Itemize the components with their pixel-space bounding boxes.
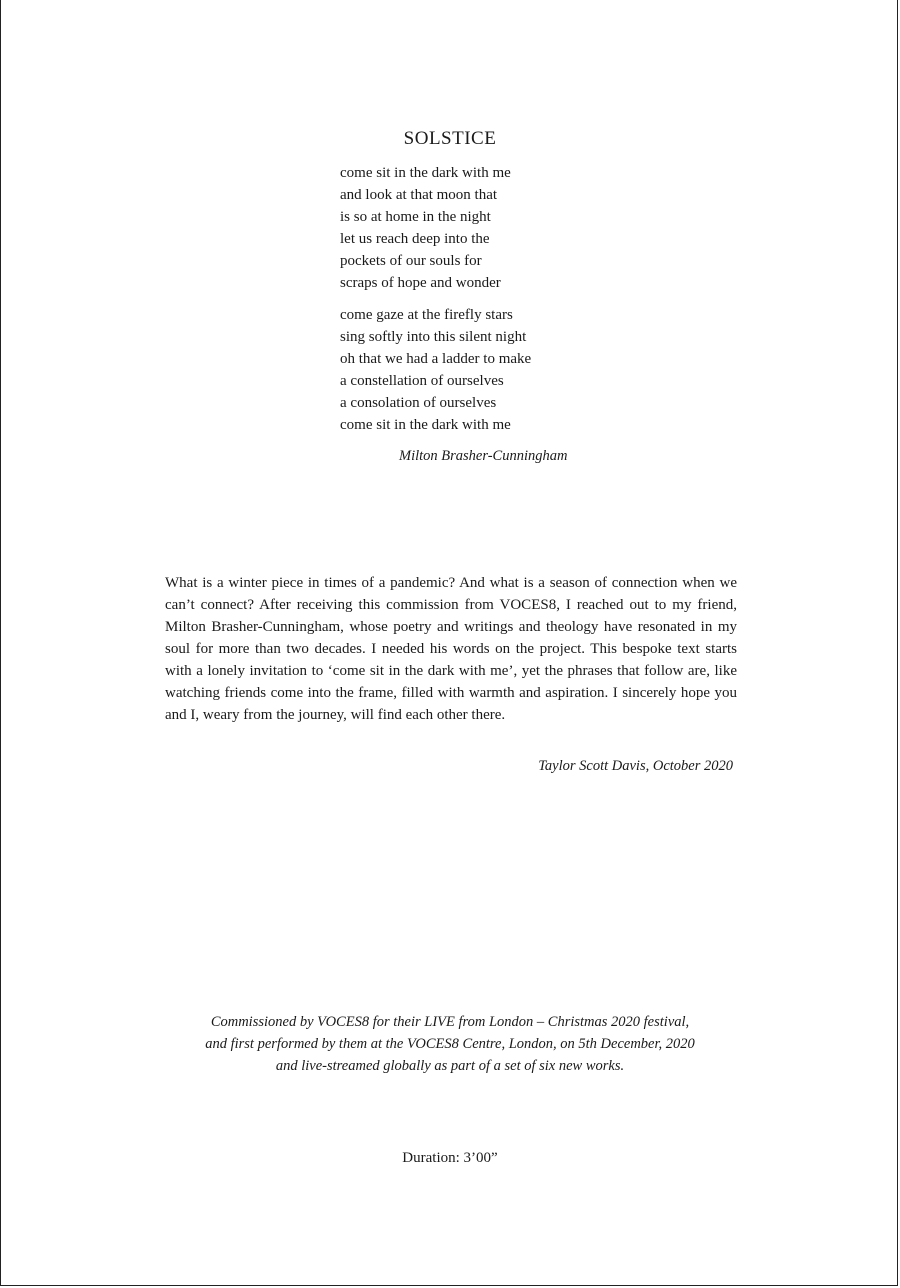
poem-line: and look at that moon that <box>340 187 498 203</box>
poem-title: SOLSTICE <box>403 128 497 149</box>
poem-line: scraps of hope and wonder <box>340 275 501 291</box>
composer-signature: Taylor Scott Davis, October 2020 <box>538 758 733 774</box>
poem-line: oh that we had a ladder to make <box>340 351 532 367</box>
poem-line: let us reach deep into the <box>340 231 490 247</box>
poem-stanza-1 <box>340 162 511 294</box>
commission-note <box>1 1011 899 1077</box>
poem-author: Milton Brasher-Cunningham <box>399 448 568 464</box>
commission-line: Commissioned by VOCES8 for their LIVE from London – Christmas 2020 festival, <box>210 1014 690 1030</box>
poem-stanza-2 <box>340 304 531 436</box>
poem-line: a consolation of ourselves <box>340 395 497 411</box>
duration-text: Duration: 3’00” <box>402 1150 498 1166</box>
poem-line: a constellation of ourselves <box>340 373 504 389</box>
poem-line: pockets of our souls for <box>340 253 482 269</box>
poem-line: is so at home in the night <box>340 209 491 225</box>
poem-line: come sit in the dark with me <box>340 165 511 181</box>
poem-line: come gaze at the firefly stars <box>340 307 513 323</box>
poem-line: come sit in the dark with me <box>340 417 511 433</box>
composer-note: What is a winter piece in times of a pandemic? And what is a season of connection when we can’t connect? After receiving this commission from VOCES8, I reached out to my friend, Milton Brasher-Cunningham, whose poetry and writings and theology have resonated in my soul for more than two decades. I needed his words on the project. This bespoke text starts with a lonely invitation to ‘come sit in the dark with me’, yet the phrases that follow are, like watching friends come into the frame, filled with warmth and aspiration. I sincerely hope you and I, weary from the journey, will find each other there. <box>165 575 737 723</box>
poem-line: sing softly into this silent night <box>340 329 527 345</box>
commission-line: and first performed by them at the VOCES8 Centre, London, on 5th December, 2020 <box>205 1036 695 1052</box>
commission-line: and live-streamed globally as part of a set of six new works. <box>275 1058 625 1074</box>
